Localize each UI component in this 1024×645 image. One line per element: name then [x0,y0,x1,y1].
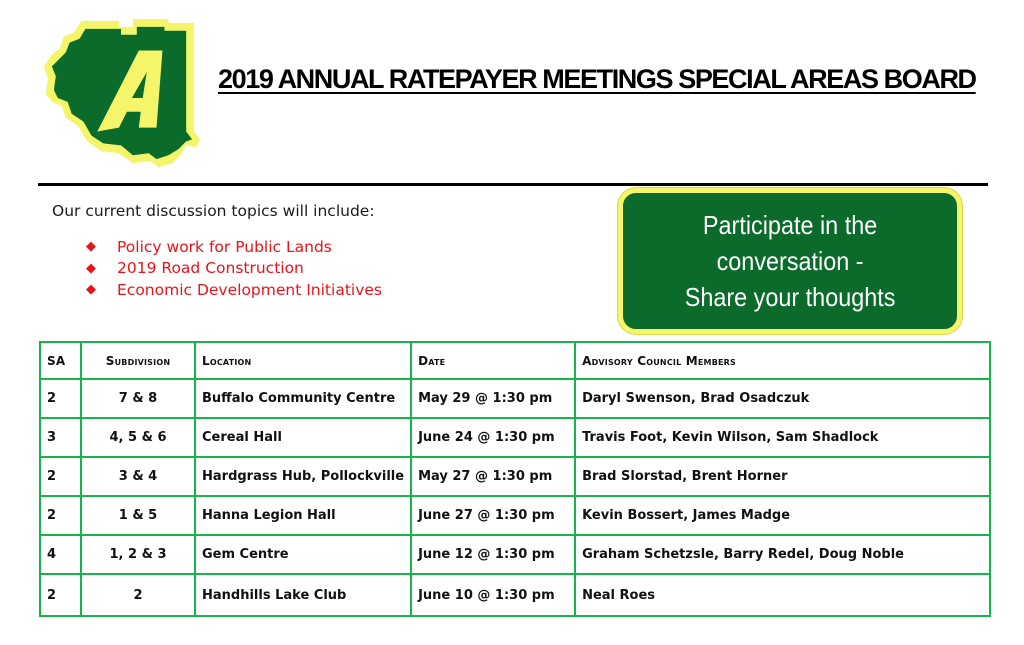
topic-list [86,236,382,301]
cell-council-members: Brad Slorstad, Brent Horner [575,457,990,496]
callout-line: conversation - [716,246,864,276]
cell-sa: 3 [40,418,81,457]
cell-location: Cereal Hall [195,418,411,457]
cell-sa: 2 [40,496,81,535]
diamond-bullet-icon: ◆ [86,260,96,276]
table-row [40,457,990,496]
table-row [40,418,990,457]
callout-line: Share your thoughts [684,282,896,312]
callout-text [685,207,896,315]
diamond-bullet-icon: ◆ [86,239,96,255]
cell-subdivision: 1 & 5 [81,496,195,535]
cell-subdivision: 4, 5 & 6 [81,418,195,457]
table-row [40,379,990,418]
cell-sa: 2 [40,457,81,496]
table-row [40,574,990,616]
cell-date: May 29 @ 1:30 pm [411,379,575,418]
cell-location: Gem Centre [195,535,411,574]
cell-subdivision: 1, 2 & 3 [81,535,195,574]
cell-date: June 10 @ 1:30 pm [411,574,575,616]
special-areas-logo [42,14,200,174]
meetings-table [39,341,991,617]
cell-location: Hardgrass Hub, Pollockville [195,457,411,496]
header-sa: SA [40,342,81,379]
cell-date: June 24 @ 1:30 pm [411,418,575,457]
header-council-members: Advisory Council Members [575,342,990,379]
cell-subdivision: 2 [81,574,195,616]
cell-subdivision: 7 & 8 [81,379,195,418]
topic-label: 2019 Road Construction [117,259,304,278]
document-title: 2019 ANNUAL RATEPAYER MEETINGS SPECIAL AREAS BOARD [218,64,976,94]
callout-line: Participate in the [702,210,878,240]
table-header-row [40,342,990,379]
topic-item [86,258,382,280]
cell-sa: 2 [40,379,81,418]
table-row [40,535,990,574]
cell-council-members: Daryl Swenson, Brad Osadczuk [575,379,990,418]
topic-item [86,279,382,301]
cell-location: Handhills Lake Club [195,574,411,616]
cell-sa: 4 [40,535,81,574]
header-location: Location [195,342,411,379]
cell-subdivision: 3 & 4 [81,457,195,496]
cell-council-members: Travis Foot, Kevin Wilson, Sam Shadlock [575,418,990,457]
intro-text: Our current discussion topics will include: [52,202,375,220]
table-row [40,496,990,535]
header-date: Date [411,342,575,379]
header-divider [38,183,988,186]
cell-location: Buffalo Community Centre [195,379,411,418]
diamond-bullet-icon: ◆ [86,282,96,298]
cell-sa: 2 [40,574,81,616]
cell-council-members: Kevin Bossert, James Madge [575,496,990,535]
cell-date: May 27 @ 1:30 pm [411,457,575,496]
cell-council-members: Graham Schetzsle, Barry Redel, Doug Noble [575,535,990,574]
topic-label: Policy work for Public Lands [117,237,332,256]
cell-date: June 12 @ 1:30 pm [411,535,575,574]
topic-item [86,236,382,258]
cell-location: Hanna Legion Hall [195,496,411,535]
header-subdivision: Subdivision [81,342,195,379]
topic-label: Economic Development Initiatives [117,280,382,299]
cell-date: June 27 @ 1:30 pm [411,496,575,535]
participate-callout [618,188,962,334]
cell-council-members: Neal Roes [575,574,990,616]
